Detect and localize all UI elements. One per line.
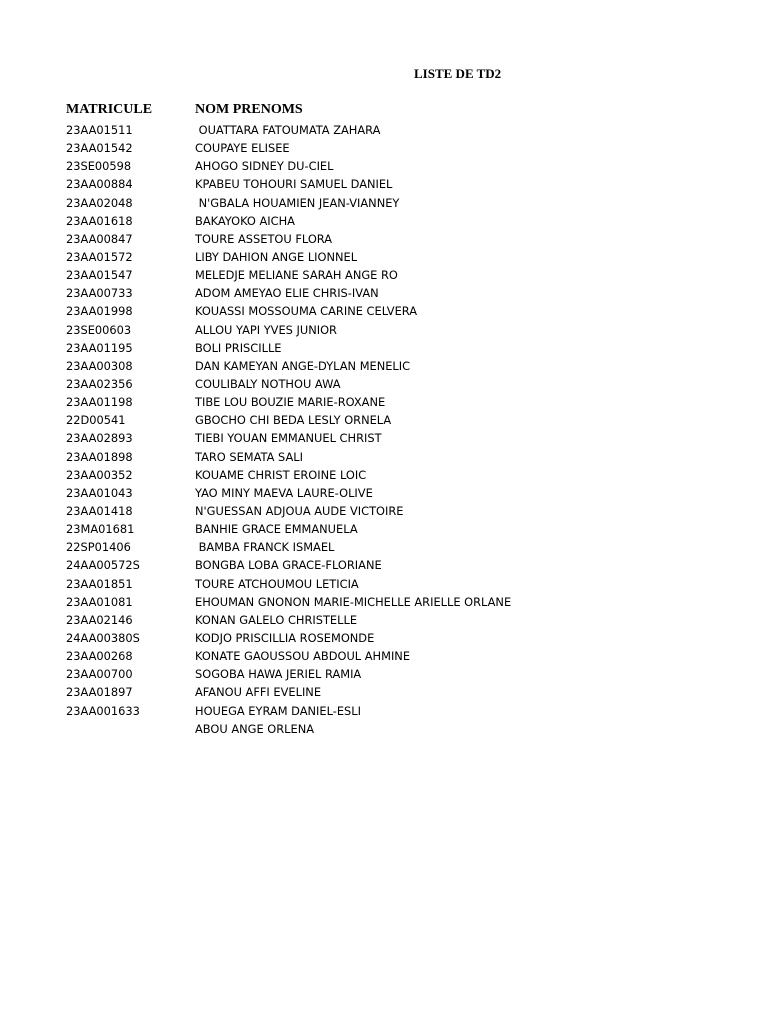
table-row — [0, 520, 768, 538]
table-row — [0, 175, 768, 193]
table-row — [0, 611, 768, 629]
table-row — [0, 665, 768, 683]
matricule-cell: 23AA01043 — [66, 485, 133, 500]
matricule-cell: 22SP01406 — [66, 540, 131, 555]
matricule-cell: 23AA00884 — [66, 177, 133, 192]
matricule-cell: 23AA00352 — [66, 467, 133, 482]
table-row — [0, 556, 768, 574]
matricule-cell: 24AA00572S — [66, 558, 140, 573]
nom-prenoms-cell: N'GBALA HOUAMIEN JEAN-VIANNEY — [195, 195, 400, 210]
nom-prenoms-cell: ADOM AMEYAO ELIE CHRIS-IVAN — [195, 286, 379, 301]
table-row — [0, 248, 768, 266]
nom-prenoms-cell: YAO MINY MAEVA LAURE-OLIVE — [195, 485, 373, 500]
table-row — [0, 683, 768, 701]
nom-prenoms-cell: BONGBA LOBA GRACE-FLORIANE — [195, 558, 382, 573]
table-row — [0, 411, 768, 429]
nom-prenoms-cell: EHOUMAN GNONON MARIE-MICHELLE ARIELLE ORLANE — [195, 594, 512, 609]
table-row — [0, 375, 768, 393]
matricule-cell: 23AA01998 — [66, 304, 133, 319]
nom-prenoms-cell: AFANOU AFFI EVELINE — [195, 685, 322, 700]
matricule-cell: 23AA01572 — [66, 249, 133, 264]
matricule-cell: 23AA02048 — [66, 195, 133, 210]
matricule-cell: 23AA001633 — [66, 703, 140, 718]
nom-prenoms-cell: BAKAYOKO AICHA — [195, 213, 295, 228]
matricule-cell: 23AA00733 — [66, 286, 133, 301]
nom-prenoms-cell: KODJO PRISCILLIA ROSEMONDE — [195, 630, 375, 645]
matricule-cell: 23SE00598 — [66, 159, 132, 174]
table-row — [0, 429, 768, 447]
nom-prenoms-cell: COUPAYE ELISEE — [195, 141, 290, 156]
matricule-cell: 23AA00268 — [66, 649, 133, 664]
nom-prenoms-cell: TIEBI YOUAN EMMANUEL CHRIST — [195, 431, 382, 446]
matricule-cell: 23AA01897 — [66, 685, 133, 700]
table-row — [0, 593, 768, 611]
matricule-cell: 23AA01198 — [66, 395, 133, 410]
table-row — [0, 302, 768, 320]
matricule-cell: 23AA01618 — [66, 213, 133, 228]
nom-prenoms-cell: KONAN GALELO CHRISTELLE — [195, 612, 358, 627]
table-row — [0, 393, 768, 411]
table-row — [0, 139, 768, 157]
nom-prenoms-cell: N'GUESSAN ADJOUA AUDE VICTOIRE — [195, 503, 404, 518]
nom-prenoms-cell: ABOU ANGE ORLENA — [195, 721, 315, 736]
student-list — [0, 121, 768, 738]
table-row — [0, 484, 768, 502]
nom-prenoms-cell: TARO SEMATA SALI — [195, 449, 303, 464]
header-nom-prenoms: NOM PRENOMS — [195, 102, 303, 117]
matricule-cell: 23AA01542 — [66, 141, 133, 156]
matricule-cell: 23AA01851 — [66, 576, 133, 591]
matricule-cell: 23AA01081 — [66, 594, 133, 609]
table-row — [0, 339, 768, 357]
nom-prenoms-cell: KPABEU TOHOURI SAMUEL DANIEL — [195, 177, 393, 192]
table-row — [0, 157, 768, 175]
table-row — [0, 448, 768, 466]
table-row — [0, 538, 768, 556]
matricule-cell: 23AA00308 — [66, 358, 133, 373]
nom-prenoms-cell: AHOGO SIDNEY DU-CIEL — [195, 159, 334, 174]
table-row — [0, 212, 768, 230]
nom-prenoms-cell: HOUEGA EYRAM DANIEL-ESLI — [195, 703, 361, 718]
nom-prenoms-cell: MELEDJE MELIANE SARAH ANGE RO — [195, 268, 398, 283]
matricule-cell: 23AA02893 — [66, 431, 133, 446]
nom-prenoms-cell: TOURE ASSETOU FLORA — [195, 231, 333, 246]
nom-prenoms-cell: SOGOBA HAWA JERIEL RAMIA — [195, 667, 362, 682]
nom-prenoms-cell: OUATTARA FATOUMATA ZAHARA — [195, 123, 381, 137]
table-row — [0, 702, 768, 720]
matricule-cell: 23AA00700 — [66, 667, 133, 682]
table-row — [0, 194, 768, 212]
matricule-cell: 23AA01195 — [66, 340, 133, 355]
page-title: LISTE DE TD2 — [414, 66, 502, 81]
matricule-cell: 23AA01511 — [66, 123, 133, 137]
table-row — [0, 720, 768, 738]
table-row — [0, 466, 768, 484]
matricule-cell: 23AA01898 — [66, 449, 133, 464]
nom-prenoms-cell: ALLOU YAPI YVES JUNIOR — [195, 322, 337, 337]
nom-prenoms-cell: KOUASSI MOSSOUMA CARINE CELVERA — [195, 304, 418, 319]
table-row — [0, 321, 768, 339]
nom-prenoms-cell: BAMBA FRANCK ISMAEL — [195, 540, 335, 555]
nom-prenoms-cell: KOUAME CHRIST EROINE LOIC — [195, 467, 367, 482]
nom-prenoms-cell: TIBE LOU BOUZIE MARIE-ROXANE — [195, 395, 386, 410]
nom-prenoms-cell: COULIBALY NOTHOU AWA — [195, 376, 341, 391]
table-row — [0, 284, 768, 302]
matricule-cell: 23AA01547 — [66, 268, 133, 283]
header-matricule: MATRICULE — [66, 102, 153, 117]
matricule-cell: 24AA00380S — [66, 630, 140, 645]
table-row — [0, 647, 768, 665]
nom-prenoms-cell: DAN KAMEYAN ANGE-DYLAN MENELIC — [195, 358, 411, 373]
nom-prenoms-cell: BANHIE GRACE EMMANUELA — [195, 522, 358, 537]
table-row — [0, 357, 768, 375]
matricule-cell: 23AA00847 — [66, 231, 133, 246]
table-row — [0, 266, 768, 284]
table-row — [0, 230, 768, 248]
matricule-cell: 23SE00603 — [66, 322, 132, 337]
nom-prenoms-cell: KONATE GAOUSSOU ABDOUL AHMINE — [195, 649, 411, 664]
matricule-cell: 23AA02146 — [66, 612, 133, 627]
table-row — [0, 575, 768, 593]
matricule-cell: 23MA01681 — [66, 522, 135, 537]
nom-prenoms-cell: GBOCHO CHI BEDA LESLY ORNELA — [195, 413, 392, 428]
nom-prenoms-cell: BOLI PRISCILLE — [195, 340, 282, 355]
table-row — [0, 629, 768, 647]
nom-prenoms-cell: LIBY DAHION ANGE LIONNEL — [195, 249, 358, 264]
matricule-cell: 23AA02356 — [66, 376, 133, 391]
matricule-cell: 22D00541 — [66, 413, 126, 428]
table-row — [0, 502, 768, 520]
table-row — [0, 121, 768, 139]
nom-prenoms-cell: TOURE ATCHOUMOU LETICIA — [195, 576, 359, 591]
table-header — [0, 102, 768, 120]
matricule-cell: 23AA01418 — [66, 503, 133, 518]
